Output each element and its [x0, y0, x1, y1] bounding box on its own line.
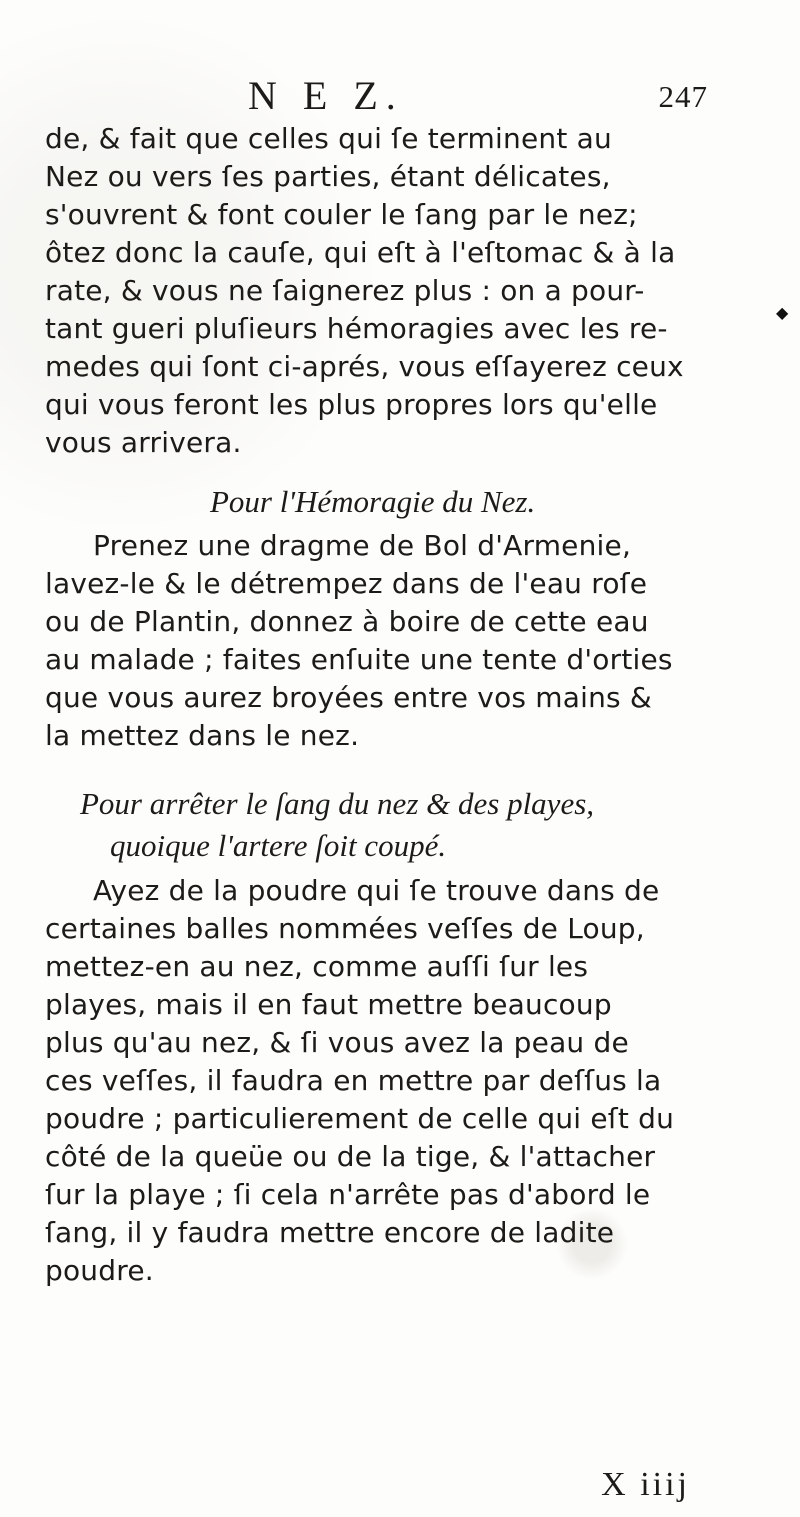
- paragraph-line: rate, & vous ne ſaignerez plus : on a pour-: [45, 274, 645, 307]
- paragraph-line: que vous aurez broyées entre vos mains &: [45, 681, 652, 714]
- running-title: N E Z.: [248, 73, 404, 118]
- paragraph-line: ôtez donc la cauſe, qui eſt à l'eſtomac & à la: [45, 236, 676, 269]
- paragraph-line: poudre ; particulierement de celle qui eſt du: [45, 1102, 675, 1135]
- margin-mark-icon: ◆: [776, 303, 789, 322]
- paragraph-line: tant gueri pluſieurs hémoragies avec les re-: [45, 312, 668, 345]
- paragraph-line: de, & fait que celles qui ſe terminent au: [45, 122, 612, 155]
- paragraph-line: poudre.: [45, 1254, 154, 1287]
- paragraph-line: vous arrivera.: [45, 426, 242, 459]
- paragraph-line: ſur la playe ; ſi cela n'arrête pas d'abord le: [45, 1178, 651, 1211]
- paragraph-line: mettez-en au nez, comme auſſi ſur les: [45, 950, 589, 983]
- paragraph-line: la mettez dans le nez.: [45, 719, 360, 752]
- paragraph-line: ou de Plantin, donnez à boire de cette eau: [45, 605, 649, 638]
- paragraph-3: [45, 872, 755, 1290]
- paragraph-line: s'ouvrent & font couler le ſang par le nez;: [45, 198, 638, 231]
- section-heading-hemorrhage: Pour l'Hémoragie du Nez.: [210, 484, 536, 519]
- paragraph-line: lavez-le & le détrempez dans de l'eau roſe: [45, 567, 648, 600]
- paragraph-line: Ayez de la poudre qui ſe trouve dans de: [93, 874, 660, 907]
- signature-mark: X iiij: [601, 1466, 690, 1503]
- section-heading-blood-stop-line-1: Pour arrêter le ſang du nez & des playes,: [80, 786, 595, 821]
- paragraph-2: [45, 527, 755, 755]
- paragraph-line: au malade ; faites enſuite une tente d'orties: [45, 643, 673, 676]
- paragraph-line: plus qu'au nez, & ſi vous avez la peau de: [45, 1026, 629, 1059]
- paragraph-line: Nez ou vers ſes parties, étant délicates,: [45, 160, 611, 193]
- paragraph-line: ſang, il y faudra mettre encore de ladite: [45, 1216, 615, 1249]
- paragraph-1: [45, 120, 755, 462]
- paragraph-line: qui vous feront les plus propres lors qu'elle: [45, 388, 658, 421]
- paragraph-line: Prenez une dragme de Bol d'Armenie,: [93, 529, 632, 562]
- section-heading-blood-stop-line-2: quoique l'artere ſoit coupé.: [110, 828, 447, 863]
- paragraph-line: playes, mais il en faut mettre beaucoup: [45, 988, 612, 1021]
- paragraph-line: côté de la queüe ou de la tige, & l'attacher: [45, 1140, 656, 1173]
- paragraph-line: medes qui ſont ci-aprés, vous eſſayerez ceux: [45, 350, 684, 383]
- page-header: [248, 72, 708, 120]
- paragraph-line: certaines balles nommées veſſes de Loup,: [45, 912, 645, 945]
- page-number: 247: [658, 79, 708, 114]
- paragraph-line: ces veſſes, il faudra en mettre par deſſus la: [45, 1064, 662, 1097]
